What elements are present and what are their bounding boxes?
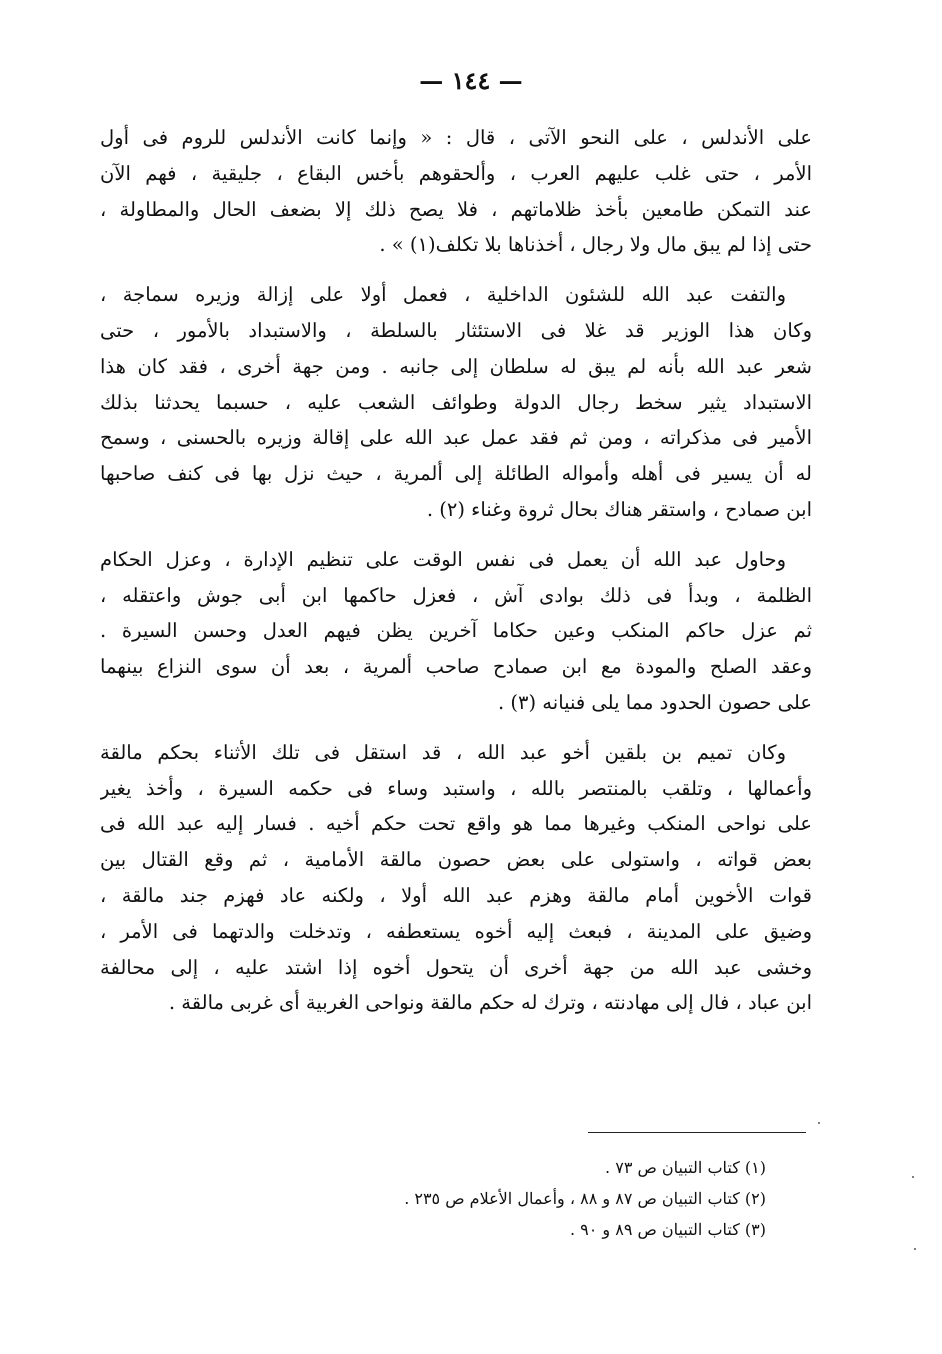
text-line: وضيق على المدينة ، فبعث إليه أخوه يستعطفه ، وتدخلت والدتهما فى الأمر ، [100, 919, 812, 943]
text-line: على الأندلس ، على النحو الآتى ، قال : « وإنما كانت الأندلس للروم فى أول [100, 126, 812, 149]
text-line: الظلمة ، وبدأ فى ذلك بوادى آش ، فعزل حاكمها ابن أبى جوش واعتقله ، [100, 583, 812, 607]
text-line: ابن صمادح ، واستقر هناك بحال ثروة وغناء (٢) . [426, 497, 812, 521]
text-line: قوات الأخوين أمام مالقة وهزم عبد الله أولا ، ولكنه عاد فهزم جند مالقة ، [100, 883, 812, 907]
text-line: وخشى عبد الله من جهة أخرى أن يتحول أخوه إذا اشتد عليه ، إلى محالفة [100, 955, 812, 979]
text-line: حتى إذا لم يبق مال ولا رجال ، أخذناها بلا تكلف(١) » . [379, 233, 812, 257]
print-speck [914, 1248, 916, 1250]
text-line: له أن يسير فى أهله وأمواله الطائلة إلى ألمرية ، حيث نزل بها فى كنف صاحبها [100, 462, 812, 486]
text-line: على نواحى المنكب وغيرها مما هو واقع تحت حكم أخيه . فسار إليه عبد الله فى [100, 812, 812, 836]
text-line: ثم عزل حاكم المنكب وعين حكاما آخرين يظن فيهم العدل وحسن السيرة . [100, 619, 812, 643]
text-line: الأمير فى مذكراته ، ومن ثم فقد عمل عبد الله على إقالة وزيره بالحسنى ، وسمح [100, 426, 812, 450]
text-line: الاستبداد يثير سخط رجال الدولة وطوائف الشعب عليه ، حسبما يحدثنا بذلك [100, 390, 812, 414]
paragraph-1 [100, 120, 812, 263]
paragraph-4 [100, 735, 812, 1021]
text-line: وكان تميم بن بلقين أخو عبد الله ، قد استقل فى تلك الأثناء بحكم مالقة [100, 740, 786, 764]
paragraph-3 [100, 542, 812, 721]
text-line: وأعمالها ، وتلقب بالمنتصر بالله ، واستبد وساء فى حكمه السيرة ، وأخذ يغير [100, 776, 812, 800]
print-speck [912, 1176, 914, 1178]
paragraph-2 [100, 277, 812, 528]
text-line: وكان هذا الوزير قد غلا فى الاستئثار بالسلطة ، والاستبداد بالأمور ، حتى [100, 318, 812, 342]
text-line: ابن عباد ، فال إلى مهادنته ، وترك له حكم مالقة ونواحى الغربية أى غربى مالقة . [168, 991, 812, 1015]
footnote-3: (٣) كتاب التبيان ص ٨٩ و ٩٠ . [569, 1220, 766, 1239]
page-number: — ١٤٤ — [419, 66, 523, 95]
text-line: شعر عبد الله بأنه لم يبق له سلطان إلى جانبه . ومن جهة أخرى ، فقد كان هذا [100, 354, 812, 378]
footnotes [200, 1152, 766, 1245]
body-text [100, 120, 812, 1035]
text-line: وعقد الصلح والمودة مع ابن صمادح صاحب ألمرية ، بعد أن سوى النزاع بينهما [100, 655, 812, 679]
text-line: الأمر ، حتى غلب عليهم العرب ، وألحقوهم بأخس البقاع ، جليقية ، فهم الآن [100, 161, 812, 185]
footnote-separator [588, 1132, 806, 1133]
text-line: على حصون الحدود مما يلى فنيانه (٣) . [498, 690, 812, 714]
text-line: عند التمكن طامعين بأخذ ظلاماتهم ، فلا يصح ذلك إلا بضعف الحال والمطاولة ، [100, 197, 812, 221]
text-line: وحاول عبد الله أن يعمل فى نفس الوقت على تنظيم الإدارة ، وعزل الحكام [100, 547, 786, 571]
text-line: بعض قواته ، واستولى على بعض حصون مالقة الأمامية ، ثم وقع القتال بين [100, 848, 812, 872]
footnote-1: (١) كتاب التبيان ص ٧٣ . [605, 1158, 766, 1177]
footnote-2: (٢) كتاب التبيان ص ٨٧ و ٨٨ ، وأعمال الأعلام ص ٢٣٥ . [404, 1189, 766, 1208]
text-line: والتفت عبد الله للشئون الداخلية ، فعمل أولا على إزالة وزيره سماجة ، [100, 283, 786, 307]
print-speck [818, 1122, 820, 1124]
